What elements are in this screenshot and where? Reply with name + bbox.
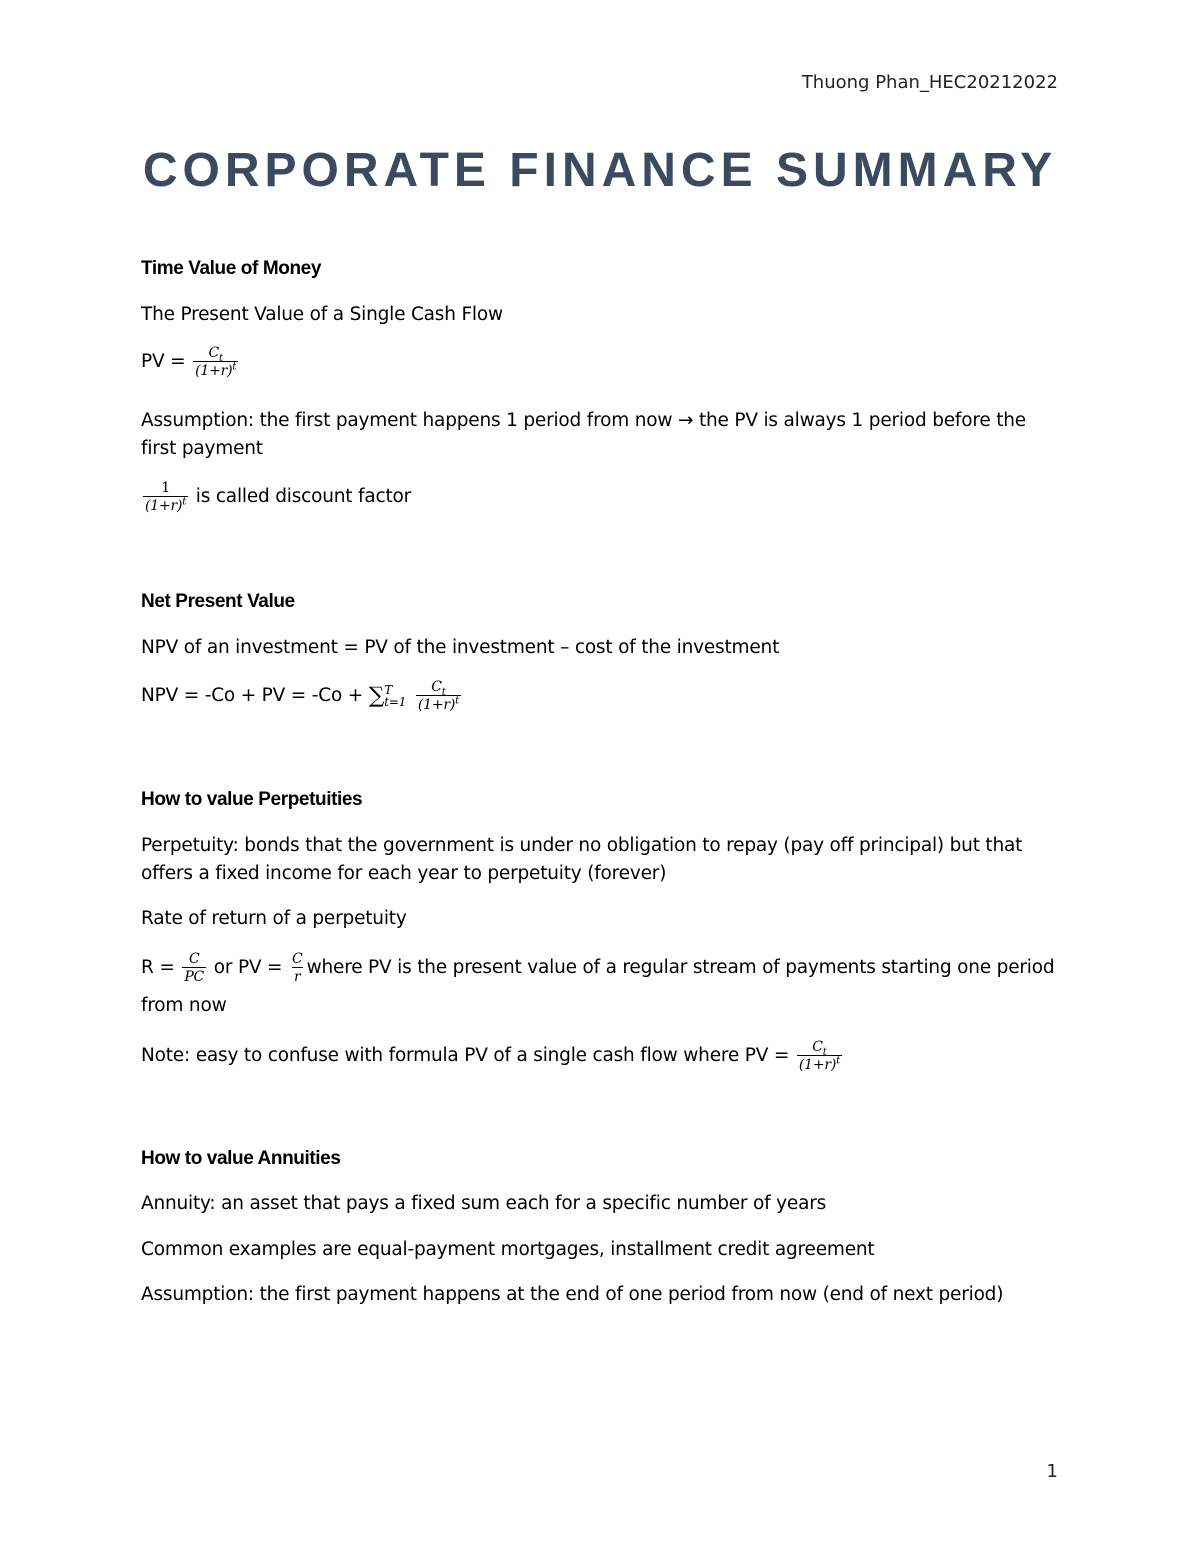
section-heading-tvm: Time Value of Money	[141, 258, 321, 279]
page-number: 1	[1046, 1461, 1058, 1482]
note-fraction: $\frac{C_t}{(1+r)^t}$	[798, 1039, 840, 1073]
npv-fraction: $\frac{C_t}{(1+r)^t}$	[417, 679, 459, 713]
document-title: CORPORATE FINANCE SUMMARY	[142, 144, 1058, 197]
annuity-examples: Common examples are equal-payment mortgages, installment credit agreement	[141, 1239, 875, 1260]
where-text: where PV is the present value of a regular stream of payments starting one period	[306, 957, 1055, 978]
tvm-line1: The Present Value of a Single Cash Flow	[141, 304, 503, 325]
pv-perpetuity-fraction: $\frac{C}{r}$	[292, 951, 303, 985]
r-fraction: $\frac{C}{PC}$	[184, 951, 205, 985]
section-heading-npv: Net Present Value	[141, 591, 295, 612]
note-text: Note: easy to confuse with formula PV of a single cash flow where PV =	[141, 1045, 790, 1066]
section-heading-perpetuities: How to value Perpetuities	[141, 789, 363, 810]
r-label: R =	[141, 957, 175, 978]
pv-formula	[141, 346, 240, 378]
page-header-author: Thuong Phan_HEC20212022	[801, 72, 1058, 93]
discount-suffix: is called discount factor	[195, 486, 412, 507]
perpetuity-formula	[141, 952, 1054, 984]
perpetuity-note	[141, 1040, 844, 1072]
sum-limits: T t=1	[384, 683, 407, 709]
perpetuity-definition: Perpetuity: bonds that the government is under no obligation to repay (pay off principal) but that offers a fixed income for each year to perpetuity (forever)	[141, 835, 1023, 884]
npv-formula	[141, 680, 463, 712]
annuity-assumption: Assumption: the first payment happens at the end of one period from now (end of next period)	[141, 1284, 1004, 1305]
or-pv-label: or PV =	[213, 957, 283, 978]
pv-label: PV =	[141, 351, 186, 372]
section-heading-annuities: How to value Annuities	[141, 1148, 341, 1169]
annuity-definition: Annuity: an asset that pays a fixed sum each for a specific number of years	[141, 1193, 827, 1214]
npv-line1: NPV of an investment = PV of the investment – cost of the investment	[141, 637, 780, 658]
sigma-icon: ∑	[368, 683, 385, 709]
tvm-assumption: Assumption: the first payment happens 1 period from now → the PV is always 1 period before the first payment	[141, 410, 1026, 459]
pv-fraction: $\frac{C_t}{(1+r)^t}$	[195, 345, 237, 379]
perpetuity-rate-line: Rate of return of a perpetuity	[141, 908, 407, 929]
from-now-text: from now	[141, 995, 227, 1016]
npv-formula-prefix: NPV = -Co + PV = -Co +	[141, 685, 364, 706]
discount-fraction: $\frac{1}{(1+r)^t}$	[145, 480, 187, 514]
discount-factor-line	[141, 481, 411, 513]
